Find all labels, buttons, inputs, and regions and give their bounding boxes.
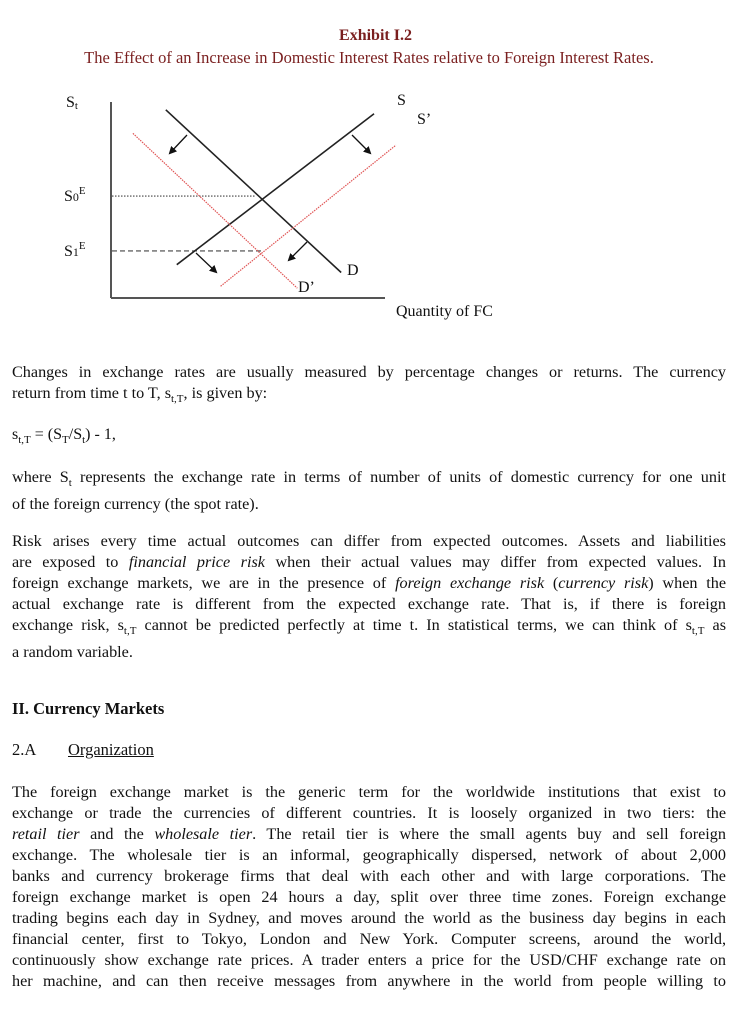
- equilibrium-tick-label: $S0^E$: [64, 185, 86, 206]
- curve-label: S’: [417, 111, 432, 128]
- text-line: Risk arises every time actual outcomes can differ from expected outcomes. Assets and liabilities: [12, 532, 726, 550]
- exhibit-title: Exhibit I.2: [339, 27, 412, 44]
- exhibit-subtitle: The Effect of an Increase in Domestic Interest Rates relative to Foreign Interest Rates.: [84, 48, 654, 67]
- shift-arrow-down-left: [289, 242, 307, 260]
- paragraph-risk: [12, 531, 726, 663]
- text-line: exchange risk, $s_{t,T}$ cannot be predicted perfectly at time t. In statistical terms, we can think of $s_{t,T}$ as: [12, 616, 727, 638]
- return-formula: $s_{t,T} = (S_T/S_t) - 1$,: [12, 426, 116, 447]
- tick-sub: 0: [72, 190, 79, 205]
- chart-guides: [112, 196, 263, 251]
- y-axis-label: St: [66, 94, 78, 112]
- chart-axes: [111, 102, 385, 298]
- shift-arrow-down-right: [352, 135, 370, 153]
- text-line: continuously show exchange rate prices. A trader enters a price for the USD/CHF exchange rate on: [12, 951, 726, 969]
- tick-sup: E: [78, 239, 86, 252]
- text-line: are exposed to financial price risk when their actual values may differ from expected values. In: [12, 553, 726, 571]
- curve-label: D’: [298, 279, 315, 296]
- supply-demand-chart: [0, 80, 751, 330]
- text-line: return from time t to T, $s_{t,T}$, is given by:: [12, 384, 268, 406]
- tick-sup: E: [78, 185, 86, 198]
- text-line: exchange or trade the currencies of different countries. It is loosely organized in two tiers: the: [12, 804, 726, 822]
- shift-arrow-down-right: [196, 253, 216, 272]
- text-line: retail tier and the wholesale tier. The retail tier is where the small agents buy and sell foreign: [12, 825, 726, 843]
- text-line: The foreign exchange market is the generic term for the worldwide institutions that exist to: [12, 783, 726, 801]
- paragraph-organization: [12, 782, 726, 992]
- curve-label: D: [347, 262, 359, 279]
- section-heading: II. Currency Markets: [12, 699, 165, 718]
- text-line: a random variable.: [12, 643, 133, 662]
- paragraph-spot-rate: [12, 467, 726, 515]
- text-line: trading begins each day in Sydney, and moves around the world as the business day begins in each: [12, 909, 726, 927]
- curve-label: S: [397, 92, 406, 109]
- x-axis-label: Quantity of FC: [396, 303, 493, 320]
- text-line: financial center, first to Tokyo, London and New York. Computer screens, around the world,: [12, 930, 726, 948]
- text-line: banks and currency brokerage firms that deal with each other and with large corporations. The: [12, 867, 726, 885]
- chart-labels: [64, 92, 493, 320]
- text-line: her machine, and can then receive messages from anywhere in the world from people willing to: [12, 972, 726, 990]
- curve-S-prime: [221, 145, 396, 286]
- subsection-number: 2.A: [12, 740, 37, 759]
- text-line: of the foreign currency (the spot rate).: [12, 495, 259, 514]
- text-line: exchange. The wholesale tier is an informal, geographically dispersed, network of about 2,000: [12, 846, 726, 864]
- tick-sub: 1: [72, 244, 79, 259]
- text-line: Changes in exchange rates are usually measured by percentage changes or returns. The currency: [12, 363, 726, 381]
- text-line: where $S_t$ represents the exchange rate in terms of number of units of domestic currency for one unit: [12, 468, 726, 490]
- paragraph-returns: [12, 362, 726, 410]
- text-line: foreign exchange markets, we are in the presence of foreign exchange risk (currency risk) when the: [12, 574, 727, 592]
- curve-D: [166, 110, 341, 273]
- subsection-title: Organization: [68, 740, 154, 759]
- y-axis-label-sub: t: [74, 100, 78, 112]
- text-line: actual exchange rate is different from the expected exchange rate. That is, if there is foreign: [12, 595, 726, 613]
- equilibrium-tick-label: $S1^E$: [64, 239, 86, 260]
- subsection-heading: [12, 740, 154, 760]
- shift-arrow-down-left: [170, 135, 187, 153]
- text-line: foreign exchange market is open 24 hours a day, split over three time zones. Foreign exchange: [12, 888, 726, 906]
